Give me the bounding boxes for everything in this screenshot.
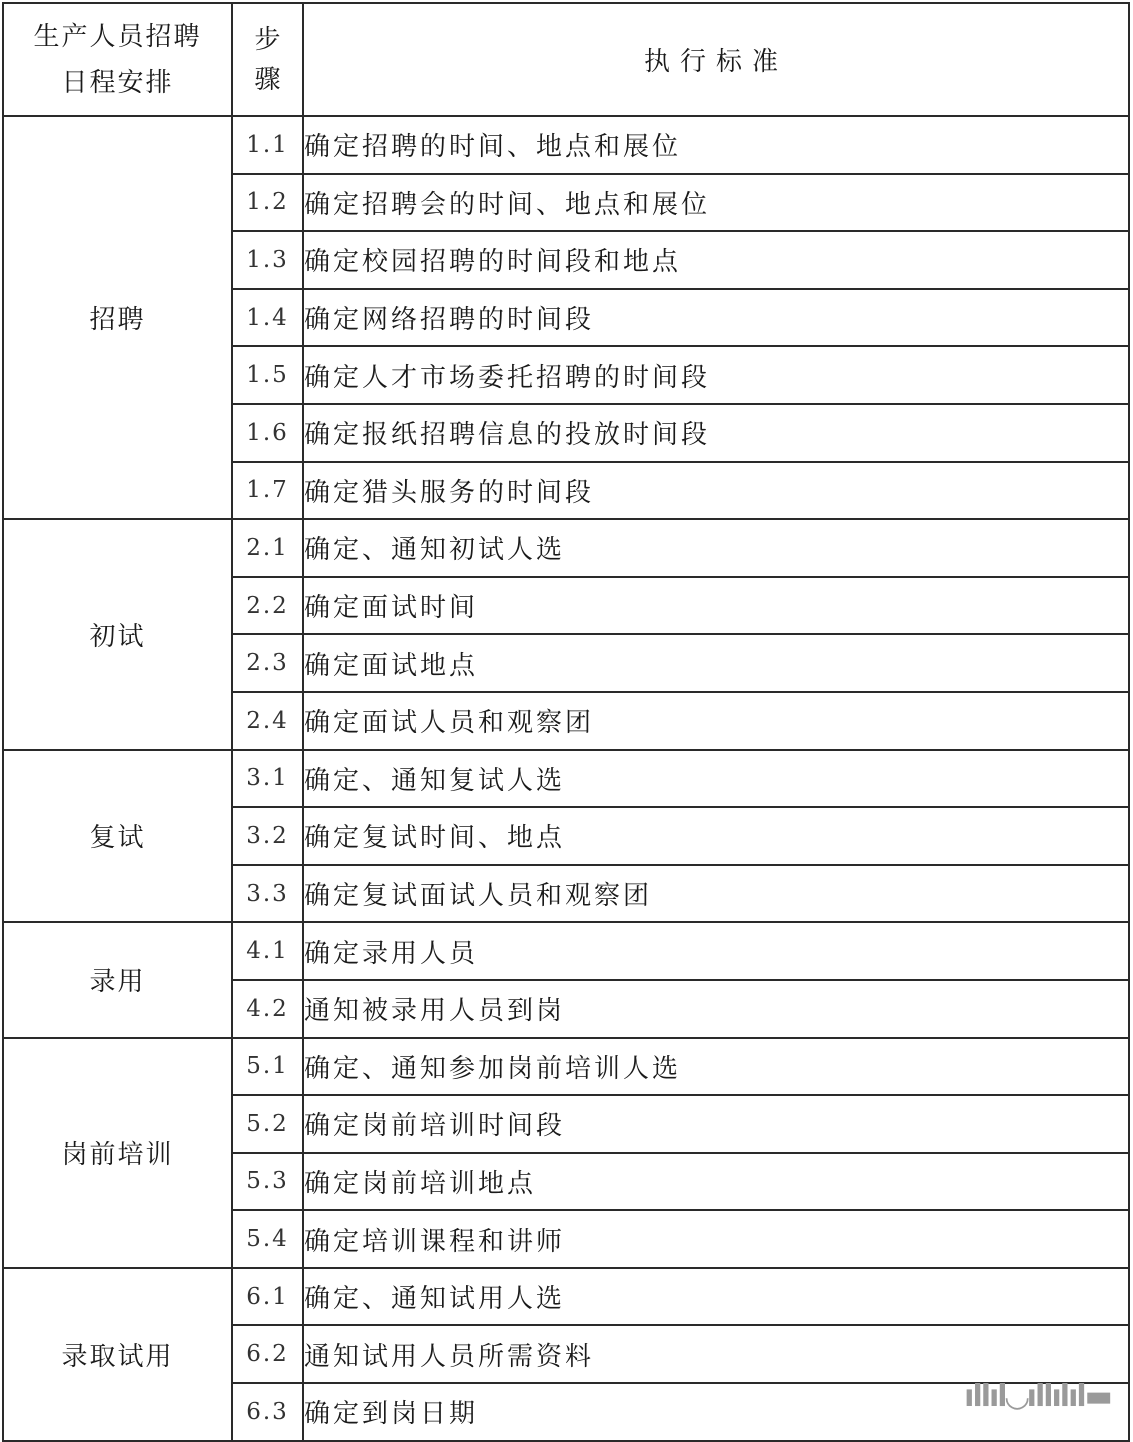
step-cell: 1.7 [232, 462, 303, 520]
standard-cell: 确定培训课程和讲师 [303, 1210, 1129, 1268]
header-step-line2: 骤 [254, 64, 281, 95]
table-row [3, 519, 1129, 577]
standard-cell: 确定录用人员 [303, 922, 1129, 980]
step-cell: 5.2 [232, 1095, 303, 1153]
header-phase-cell [3, 3, 232, 116]
standard-cell: 确定招聘会的时间、地点和展位 [303, 174, 1129, 232]
step-cell: 3.3 [232, 865, 303, 923]
standard-cell: 确定招聘的时间、地点和展位 [303, 116, 1129, 174]
table-row [3, 1038, 1129, 1096]
step-cell: 6.2 [232, 1325, 303, 1383]
step-cell: 4.1 [232, 922, 303, 980]
step-cell: 3.1 [232, 750, 303, 808]
standard-cell: 确定面试地点 [303, 634, 1129, 692]
phase-cell: 岗前培训 [3, 1038, 232, 1268]
step-cell: 6.3 [232, 1383, 303, 1441]
step-cell: 2.4 [232, 692, 303, 750]
step-cell: 2.1 [232, 519, 303, 577]
standard-cell: 确定、通知复试人选 [303, 750, 1129, 808]
phase-cell: 初试 [3, 519, 232, 749]
recruitment-schedule-table [2, 2, 1130, 1442]
table-row [3, 1268, 1129, 1326]
table-row [3, 116, 1129, 174]
header-step-line1: 步 [254, 24, 281, 55]
phase-cell: 招聘 [3, 116, 232, 519]
header-step-cell [232, 3, 303, 116]
watermark: ıllıl◡ıllılıl▬ [964, 1379, 1111, 1414]
step-cell: 1.1 [232, 116, 303, 174]
header-phase-line1: 生产人员招聘 [33, 21, 202, 52]
standard-cell: 通知试用人员所需资料 [303, 1325, 1129, 1383]
standard-cell: 确定岗前培训时间段 [303, 1095, 1129, 1153]
table-row [3, 750, 1129, 808]
phase-cell: 录用 [3, 922, 232, 1037]
step-cell: 5.1 [232, 1038, 303, 1096]
standard-cell: 确定、通知参加岗前培训人选 [303, 1038, 1129, 1096]
standard-cell: 确定到岗日期 [303, 1383, 1129, 1441]
step-cell: 1.6 [232, 404, 303, 462]
standard-cell: 确定岗前培训地点 [303, 1153, 1129, 1211]
standard-cell: 确定面试人员和观察团 [303, 692, 1129, 750]
step-cell: 3.2 [232, 807, 303, 865]
table-header-row [3, 3, 1129, 116]
standard-cell: 确定网络招聘的时间段 [303, 289, 1129, 347]
step-cell: 1.4 [232, 289, 303, 347]
step-cell: 5.4 [232, 1210, 303, 1268]
standard-cell: 通知被录用人员到岗 [303, 980, 1129, 1038]
phase-cell: 复试 [3, 750, 232, 923]
step-cell: 1.3 [232, 231, 303, 289]
step-cell: 5.3 [232, 1153, 303, 1211]
standard-cell: 确定面试时间 [303, 577, 1129, 635]
step-cell: 4.2 [232, 980, 303, 1038]
standard-cell: 确定猎头服务的时间段 [303, 462, 1129, 520]
table-body [3, 116, 1129, 1441]
standard-cell: 确定校园招聘的时间段和地点 [303, 231, 1129, 289]
standard-cell: 确定报纸招聘信息的投放时间段 [303, 404, 1129, 462]
standard-cell: 确定人才市场委托招聘的时间段 [303, 346, 1129, 404]
header-standard-cell: 执行标准 [303, 3, 1129, 116]
step-cell: 1.2 [232, 174, 303, 232]
table-row [3, 922, 1129, 980]
phase-cell: 录取试用 [3, 1268, 232, 1441]
standard-cell: 确定、通知试用人选 [303, 1268, 1129, 1326]
step-cell: 6.1 [232, 1268, 303, 1326]
standard-cell: 确定复试面试人员和观察团 [303, 865, 1129, 923]
standard-cell: 确定复试时间、地点 [303, 807, 1129, 865]
step-cell: 2.3 [232, 634, 303, 692]
header-phase-line2: 日程安排 [61, 67, 174, 98]
standard-cell: 确定、通知初试人选 [303, 519, 1129, 577]
step-cell: 1.5 [232, 346, 303, 404]
step-cell: 2.2 [232, 577, 303, 635]
